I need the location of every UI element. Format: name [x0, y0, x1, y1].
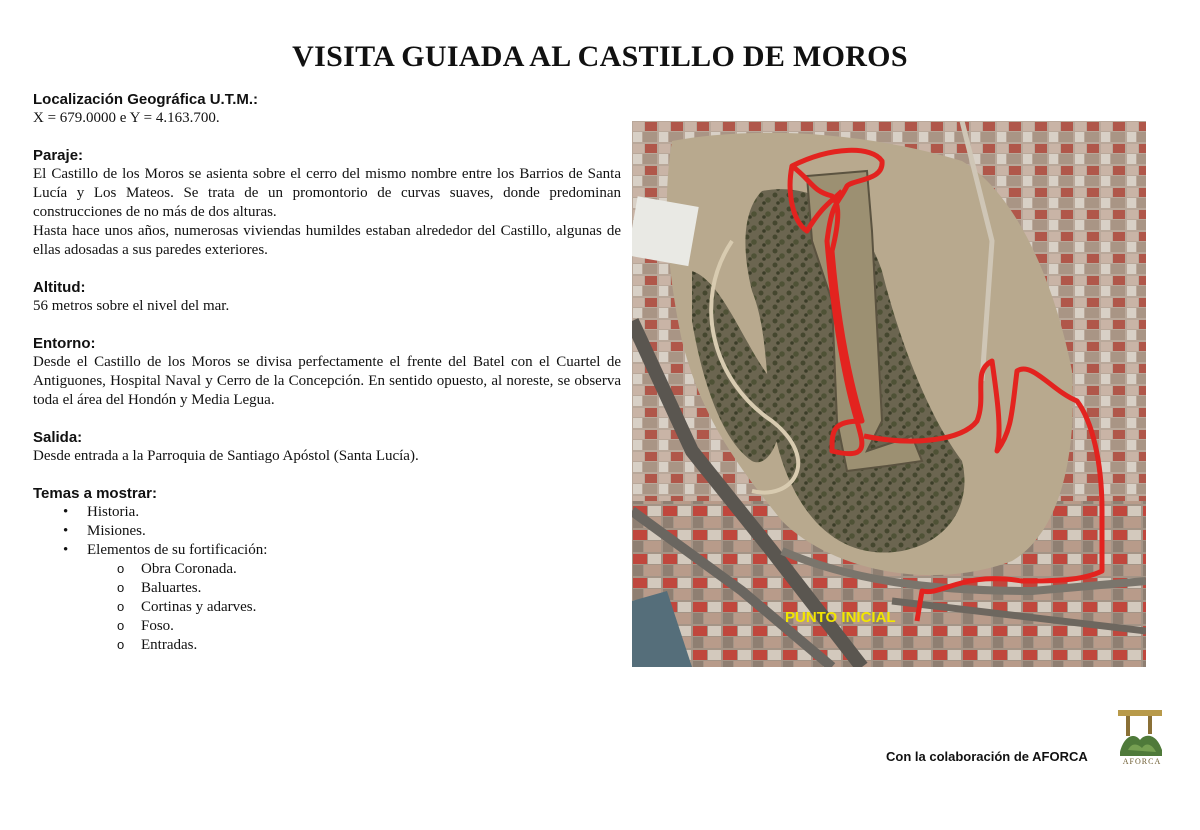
aerial-route-map — [632, 121, 1146, 667]
sub-list-item: o Foso. — [117, 617, 621, 636]
section-altitud — [33, 278, 621, 316]
sub-list-item: o Entradas. — [117, 636, 621, 655]
sub-list-item: o Cortinas y adarves. — [117, 598, 621, 617]
topics-list — [33, 503, 621, 655]
section-text: X = 679.0000 e Y = 4.163.700. — [33, 110, 220, 126]
section-entorno — [33, 334, 621, 410]
section-location — [33, 90, 621, 128]
section-heading: Paraje: — [33, 147, 84, 164]
aforca-logo-icon — [1112, 706, 1172, 766]
section-paraje — [33, 146, 621, 260]
section-text: Hasta hace unos años, numerosas viviendas humildes estaban alrededor del Castillo, algunas de ellas adosadas a sus paredes exteriores. — [33, 223, 621, 258]
list-item: • Historia. — [63, 503, 621, 522]
section-heading: Temas a mostrar: — [33, 485, 157, 502]
list-item-label: Elementos de su fortificación: — [87, 542, 268, 558]
section-heading: Localización Geográfica U.T.M.: — [33, 91, 259, 108]
list-item: • Misiones. — [63, 522, 621, 541]
section-salida — [33, 428, 621, 466]
sub-list-item: o Baluartes. — [117, 579, 621, 598]
footer-credit: Con la colaboración de AFORCA — [886, 749, 1088, 764]
sub-list-item: o Obra Coronada. — [117, 560, 621, 579]
section-heading: Salida: — [33, 429, 83, 446]
section-heading: Entorno: — [33, 335, 96, 352]
section-text: El Castillo de los Moros se asienta sobre el cerro del mismo nombre entre los Barrios de Santa Lucía y Los Mateos. Se trata de un promontorio de curvas suaves, donde predominan construcciones de no más de dos alturas. — [33, 166, 621, 220]
section-topics — [33, 484, 621, 655]
aforca-logo — [1112, 706, 1172, 766]
page-title: VISITA GUIADA AL CASTILLO DE MOROS — [292, 40, 908, 73]
fortification-sublist — [87, 560, 621, 655]
logo-text: AFORCA — [1122, 757, 1162, 766]
section-heading: Altitud: — [33, 279, 86, 296]
map-svg — [632, 121, 1146, 667]
section-text: 56 metros sobre el nivel del mar. — [33, 298, 230, 314]
start-point-label: PUNTO INICIAL — [785, 609, 896, 626]
section-text: Desde entrada a la Parroquia de Santiago Apóstol (Santa Lucía). — [33, 448, 419, 464]
info-column — [33, 90, 621, 673]
section-text: Desde el Castillo de los Moros se divisa perfectamente el frente del Batel con el Cuartel de Antiguones, Hospital Naval y Cerro de la Concepción. En sentido opuesto, al noreste, se observa toda el área del Hondón y Media Legua. — [33, 354, 621, 408]
list-item — [63, 541, 621, 655]
